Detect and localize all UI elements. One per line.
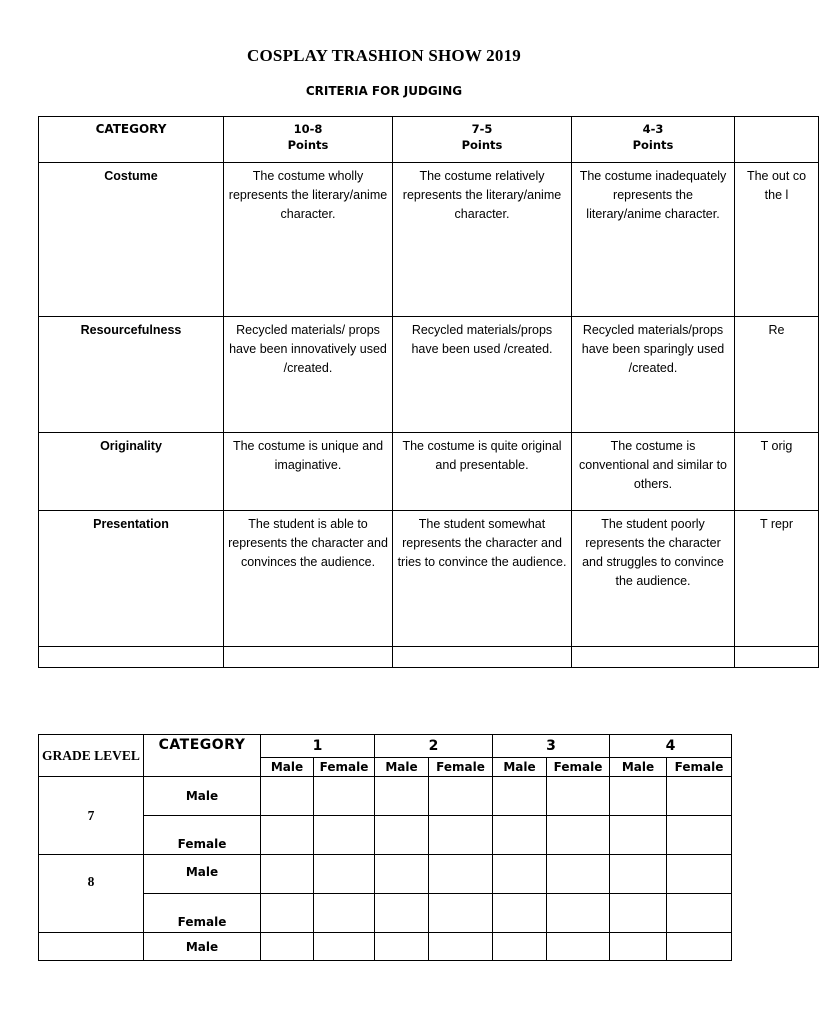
rubric-cell: The student somewhat represents the character and tries to convince the audience. (393, 511, 572, 647)
rubric-cell: T repr (735, 511, 819, 647)
grade-7-male-row (39, 777, 732, 816)
rubric-row-empty (39, 647, 819, 668)
rubric-cell: Recycled materials/props have been sparingly used /created. (572, 317, 735, 433)
rubric-cell: The costume inadequately represents the literary/anime character. (572, 163, 735, 317)
male-subheader: Male (375, 758, 429, 777)
male-subheader: Male (261, 758, 314, 777)
rubric-empty-cell (393, 647, 572, 668)
category-presentation: Presentation (39, 511, 224, 647)
rank-2-header: 2 (375, 735, 493, 758)
row-label-female: Female (144, 894, 261, 933)
rubric-cell: The student is able to represents the character and convinces the audience. (224, 511, 393, 647)
header-truncated (735, 117, 819, 163)
row-label-male: Male (144, 933, 261, 961)
rubric-cell: The costume wholly represents the literary/anime character. (224, 163, 393, 317)
grade-8-label: 8 (39, 855, 144, 933)
header-7-5: 7-5 Points (393, 117, 572, 163)
rank-1-header: 1 (261, 735, 375, 758)
header-category: CATEGORY (39, 117, 224, 163)
rubric-empty-cell (572, 647, 735, 668)
rubric-empty-cell (39, 647, 224, 668)
rubric-cell: The costume is quite original and presentable. (393, 433, 572, 511)
rubric-cell: The costume is conventional and similar to others. (572, 433, 735, 511)
rubric-cell: Recycled materials/props have been used /created. (393, 317, 572, 433)
tally-header-row (39, 735, 732, 758)
category-costume: Costume (39, 163, 224, 317)
male-subheader: Male (610, 758, 667, 777)
tally-category-header: CATEGORY (144, 735, 261, 777)
rubric-header-row (39, 117, 819, 163)
page-subtitle: CRITERIA FOR JUDGING (305, 84, 463, 98)
female-subheader: Female (667, 758, 732, 777)
rubric-cell: The out co the l (735, 163, 819, 317)
rubric-empty-cell (735, 647, 819, 668)
grade-8-male-row (39, 855, 732, 894)
rank-3-header: 3 (493, 735, 610, 758)
rubric-cell: The costume relatively represents the literary/anime character. (393, 163, 572, 317)
category-originality: Originality (39, 433, 224, 511)
female-subheader: Female (429, 758, 493, 777)
male-subheader: Male (493, 758, 547, 777)
tally-table (38, 734, 732, 961)
rubric-row-originality (39, 433, 819, 511)
row-label-male: Male (144, 855, 261, 894)
rubric-table-wrapper (38, 116, 807, 668)
grade-empty-cell (39, 933, 144, 961)
rubric-empty-cell (224, 647, 393, 668)
female-subheader: Female (547, 758, 610, 777)
rubric-cell: The costume is unique and imaginative. (224, 433, 393, 511)
rank-4-header: 4 (610, 735, 732, 758)
rubric-row-costume (39, 163, 819, 317)
female-subheader: Female (314, 758, 375, 777)
next-grade-male-row (39, 933, 732, 961)
rubric-table (38, 116, 819, 668)
header-4-3: 4-3 Points (572, 117, 735, 163)
row-label-male: Male (144, 777, 261, 816)
rubric-cell: Recycled materials/ props have been innovatively used /created. (224, 317, 393, 433)
page-title: COSPLAY TRASHION SHOW 2019 (247, 46, 521, 65)
header-10-8: 10-8 Points (224, 117, 393, 163)
category-resourcefulness: Resourcefulness (39, 317, 224, 433)
row-label-female: Female (144, 816, 261, 855)
rubric-cell: The student poorly represents the character and struggles to convince the audience. (572, 511, 735, 647)
grade-7-label: 7 (39, 777, 144, 855)
rubric-cell: T orig (735, 433, 819, 511)
rubric-cell: Re (735, 317, 819, 433)
rubric-row-presentation (39, 511, 819, 647)
rubric-row-resourcefulness (39, 317, 819, 433)
grade-level-header: GRADE LEVEL (39, 735, 144, 777)
